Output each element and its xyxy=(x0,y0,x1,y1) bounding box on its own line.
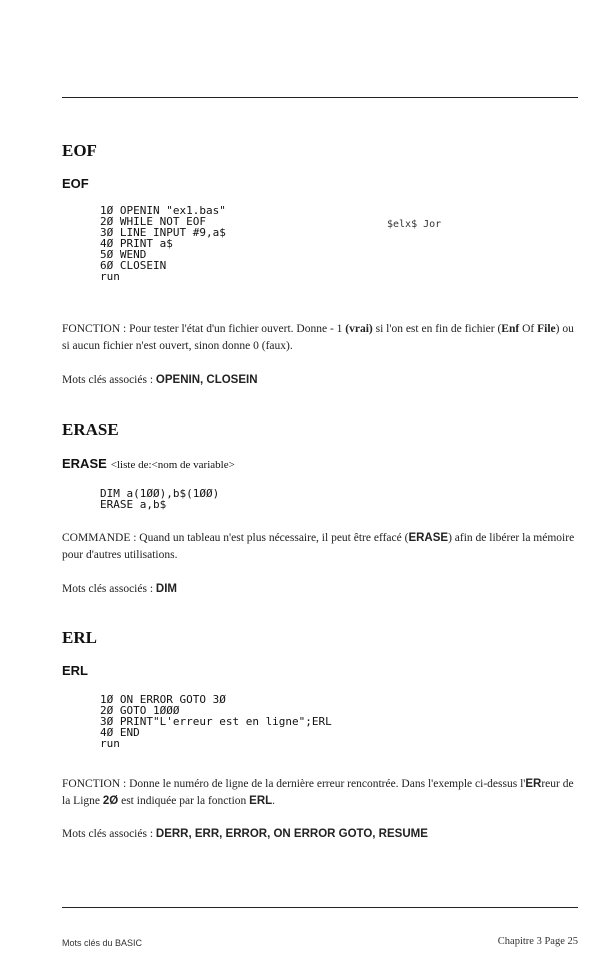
erase-syntax xyxy=(62,456,235,471)
erase-description: COMMANDE : Quand un tableau n'est plus nécessaire, il peut être effacé (ERASE) afin de libérer la mémoire pour d'autres utilisations. xyxy=(62,532,575,561)
erl-related: Mots clés associés : DERR, ERR, ERROR, ON ERROR GOTO, RESUME xyxy=(62,828,428,840)
code-line: 2Ø GOTO 1ØØØ xyxy=(100,704,180,717)
erl-syntax xyxy=(62,663,88,678)
footer-right: Chapitre 3 Page 25 xyxy=(497,936,578,947)
code-line: 3Ø LINE INPUT #9,a$ xyxy=(100,226,226,239)
code-line: 3Ø PRINT"L'erreur est en ligne";ERL xyxy=(100,715,332,728)
code-line: 6Ø CLOSEIN xyxy=(100,259,167,272)
erl-description: FONCTION : Donne le numéro de ligne de la dernière erreur rencontrée. Dans l'exemple ci-dessus l'ERreur de la Ligne 2Ø est indiquée par la fonction ERL. xyxy=(62,778,574,807)
eof-syntax xyxy=(62,176,89,191)
code-line: ERASE a,b$ xyxy=(100,498,167,511)
erase-syntax-args: <liste de:<nom de variable> xyxy=(110,459,235,471)
code-line: 4Ø END xyxy=(100,726,140,739)
eof-code-block xyxy=(100,205,226,282)
erase-related: Mots clés associés : DIM xyxy=(62,583,177,595)
footer-left: Mots clés du BASIC xyxy=(62,938,143,948)
code-line: DIM a(1ØØ),b$(1ØØ) xyxy=(100,487,220,500)
erl-title: ERL xyxy=(62,628,97,647)
code-line: 5Ø WEND xyxy=(100,248,147,261)
erl-code-block xyxy=(100,694,332,749)
erase-title: ERASE xyxy=(62,420,119,439)
code-line: 1Ø ON ERROR GOTO 3Ø xyxy=(100,693,226,706)
erase-code-block xyxy=(100,488,219,510)
top-rule xyxy=(62,97,578,98)
eof-related: Mots clés associés : OPENIN, CLOSEIN xyxy=(62,374,258,386)
bottom-rule xyxy=(62,907,578,908)
code-line: run xyxy=(100,737,120,750)
eof-syntax-keyword: EOF xyxy=(62,176,89,191)
eof-description: FONCTION : Pour tester l'état d'un fichier ouvert. Donne - 1 (vrai) si l'on est en fin de fichier (Enf Of File) ou si aucun fichier n'est ouvert, sinon donne 0 (faux). xyxy=(62,323,574,352)
code-line: 1Ø OPENIN "ex1.bas" xyxy=(100,204,226,217)
code-line: 4Ø PRINT a$ xyxy=(100,237,173,250)
erase-syntax-keyword: ERASE xyxy=(62,456,107,471)
code-line: run xyxy=(100,270,120,283)
code-line: 2Ø WHILE NOT EOF xyxy=(100,215,206,228)
erl-syntax-keyword: ERL xyxy=(62,663,88,678)
eof-title: EOF xyxy=(62,141,97,160)
eof-margin-note: $elx$ Jor xyxy=(387,219,442,230)
